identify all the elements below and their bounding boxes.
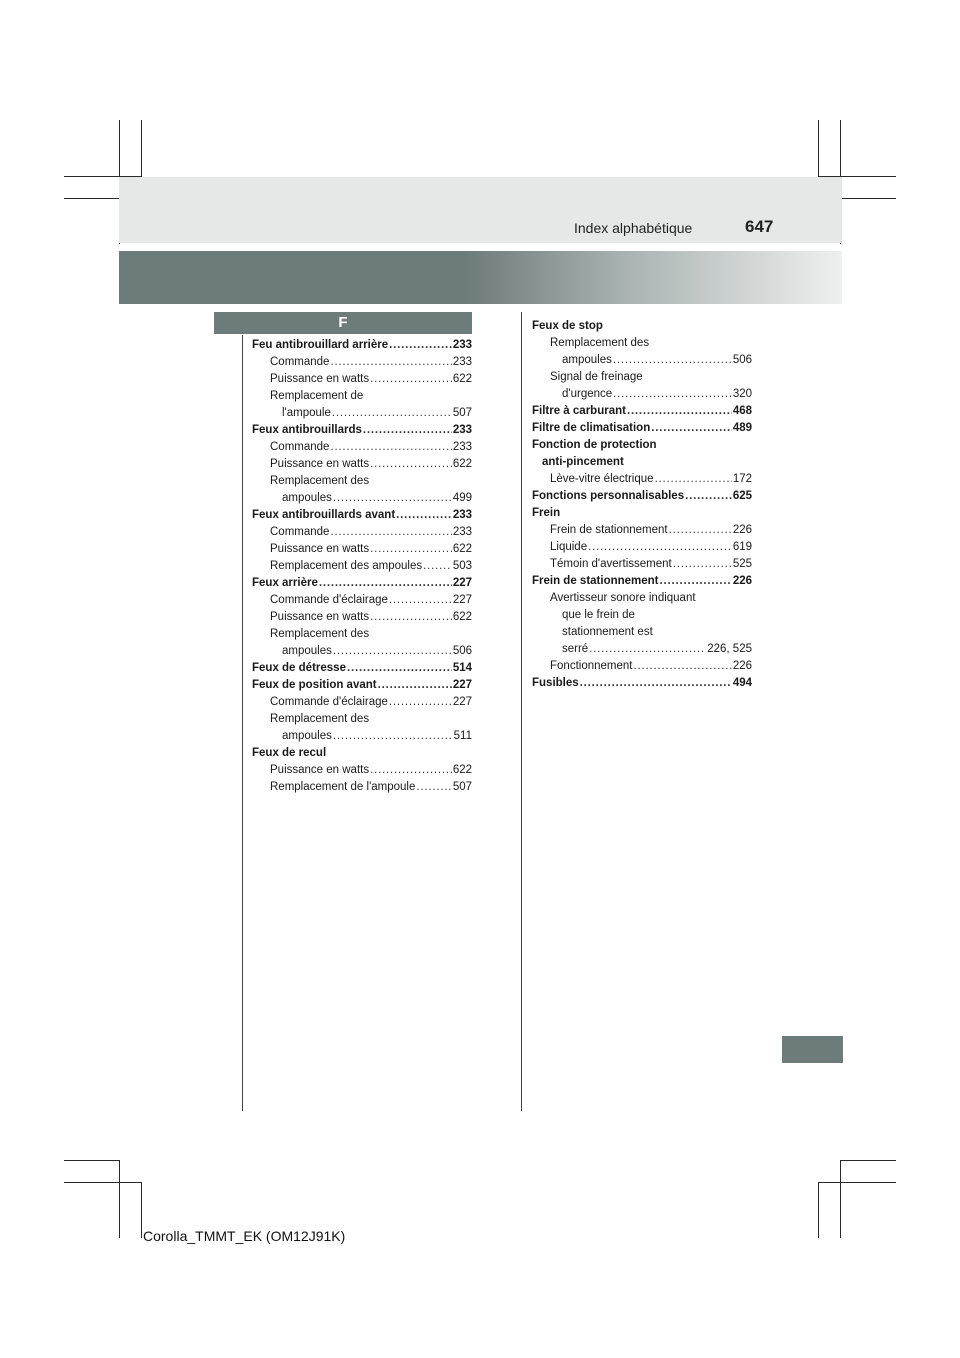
index-entry-term: anti-pincement <box>542 456 624 468</box>
index-entry-page: 507 <box>452 781 472 793</box>
index-entry <box>532 522 752 539</box>
index-entry <box>532 488 752 505</box>
index-entry <box>252 626 472 643</box>
dot-leader <box>370 762 452 779</box>
index-entry <box>532 641 752 658</box>
index-column-left <box>252 337 472 796</box>
index-entry-term: Commande d'éclairage <box>270 696 388 708</box>
index-entry <box>252 558 472 575</box>
dot-leader <box>660 573 732 590</box>
dot-leader <box>389 337 452 354</box>
index-entry-term: Signal de freinage <box>550 371 643 383</box>
index-entry <box>252 524 472 541</box>
index-entry <box>252 592 472 609</box>
crop-mark <box>840 1160 896 1161</box>
index-entry-term: Remplacement de l'ampoule <box>270 781 416 793</box>
index-entry <box>532 675 752 692</box>
dot-leader <box>396 507 452 524</box>
index-entry <box>532 335 752 352</box>
index-entry-term: Puissance en watts <box>270 458 370 470</box>
dot-leader <box>347 660 452 677</box>
index-entry <box>252 660 472 677</box>
crop-mark <box>119 1160 120 1238</box>
dot-leader <box>589 641 706 658</box>
index-entry-term: Fusibles <box>532 677 579 689</box>
index-entry-term: Remplacement de <box>270 390 364 402</box>
index-entry-term: ampoules <box>282 730 332 742</box>
dot-leader <box>651 420 732 437</box>
page-title: Index alphabétique <box>574 220 693 236</box>
index-entry <box>252 422 472 439</box>
index-column-right <box>532 318 752 692</box>
index-entry <box>252 456 472 473</box>
index-entry-term: Remplacement des <box>270 475 370 487</box>
dot-leader <box>633 658 731 675</box>
index-entry-term: Fonctions personnalisables <box>532 490 685 502</box>
index-entry-term: Feux de recul <box>252 747 327 759</box>
dot-leader <box>319 575 452 592</box>
index-entry-term: Remplacement des <box>270 628 370 640</box>
index-entry <box>532 420 752 437</box>
header-gradient-bar <box>119 251 842 304</box>
index-entry-term: Feux de position avant <box>252 679 377 691</box>
index-entry-page: 226 <box>732 660 752 672</box>
index-entry-term: Puissance en watts <box>270 764 370 776</box>
index-entry <box>252 405 472 422</box>
index-entry-term: Remplacement des ampoules <box>270 560 423 572</box>
dot-leader <box>363 422 452 439</box>
index-entry <box>252 745 472 762</box>
index-entry-term: d'urgence <box>562 388 613 400</box>
index-entry <box>532 505 752 522</box>
index-entry <box>532 573 752 590</box>
dot-leader <box>333 490 452 507</box>
index-entry-term: Filtre de climatisation <box>532 422 651 434</box>
index-entry <box>252 541 472 558</box>
index-entry-page: 506 <box>452 645 472 657</box>
index-entry <box>252 490 472 507</box>
index-entry-term: Frein de stationnement <box>550 524 668 536</box>
index-entry-page: 227 <box>452 696 472 708</box>
index-entry <box>252 677 472 694</box>
dot-leader <box>370 609 452 626</box>
index-entry <box>252 711 472 728</box>
index-entry-page: 468 <box>732 405 752 417</box>
column-divider-left <box>242 335 243 1111</box>
dot-leader <box>378 677 452 694</box>
index-entry <box>252 728 472 745</box>
index-entry <box>532 539 752 556</box>
index-entry-term: Liquide <box>550 541 588 553</box>
index-entry <box>252 354 472 371</box>
crop-mark <box>64 198 120 199</box>
index-entry-page: 489 <box>732 422 752 434</box>
dot-leader <box>669 522 732 539</box>
index-entry-page: 233 <box>452 339 472 351</box>
index-entry <box>532 386 752 403</box>
index-entry-term: Feux arrière <box>252 577 318 589</box>
index-entry-term: ampoules <box>562 354 612 366</box>
index-entry <box>532 471 752 488</box>
crop-mark <box>818 1182 819 1238</box>
index-entry-term: Filtre à carburant <box>532 405 626 417</box>
dot-leader <box>332 405 452 422</box>
index-entry <box>252 507 472 524</box>
index-entry-term: ampoules <box>282 645 332 657</box>
index-entry-page: 507 <box>452 407 472 419</box>
index-entry-page: 227 <box>452 679 472 691</box>
index-entry-page: 622 <box>452 764 472 776</box>
dot-leader <box>673 556 732 573</box>
index-entry-page: 226 <box>732 575 752 587</box>
index-entry <box>252 371 472 388</box>
dot-leader <box>330 439 451 456</box>
dot-leader <box>655 471 732 488</box>
index-entry-page: 226 <box>732 524 752 536</box>
dot-leader <box>613 386 732 403</box>
index-entry-term: Lève-vitre électrique <box>550 473 654 485</box>
index-entry-page: 227 <box>452 577 472 589</box>
index-entry <box>252 694 472 711</box>
index-entry <box>252 643 472 660</box>
dot-leader <box>588 539 732 556</box>
index-entry <box>252 439 472 456</box>
index-entry-term: Frein de stationnement <box>532 575 659 587</box>
index-entry-term: l'ampoule <box>282 407 331 419</box>
section-letter-tab: F <box>214 312 472 334</box>
dot-leader <box>370 541 452 558</box>
dot-leader <box>330 524 451 541</box>
index-entry-page: 233 <box>452 356 472 368</box>
index-entry <box>532 369 752 386</box>
dot-leader <box>685 488 732 505</box>
index-entry-term: Remplacement des <box>550 337 650 349</box>
dot-leader <box>613 352 732 369</box>
index-entry-page: 619 <box>732 541 752 553</box>
index-entry-term: Feux antibrouillards <box>252 424 362 436</box>
index-entry <box>252 779 472 796</box>
index-entry-term: Avertisseur sonore indiquant <box>550 592 696 604</box>
index-entry-page: 226, 525 <box>707 643 752 655</box>
index-entry <box>532 624 752 641</box>
dot-leader <box>416 779 451 796</box>
index-entry <box>252 388 472 405</box>
index-entry-term: Puissance en watts <box>270 543 370 555</box>
dot-leader <box>389 592 452 609</box>
index-entry-page: 625 <box>732 490 752 502</box>
index-entry-page: 525 <box>732 558 752 570</box>
index-entry <box>532 607 752 624</box>
index-entry-term: ampoules <box>282 492 332 504</box>
index-entry-term: Frein <box>532 507 561 519</box>
index-entry-page: 514 <box>452 662 472 674</box>
index-entry <box>252 575 472 592</box>
section-thumb-tab <box>782 1036 843 1063</box>
index-entry-page: 227 <box>452 594 472 606</box>
footer-document-id: Corolla_TMMT_EK (OM12J91K) <box>143 1228 346 1244</box>
dot-leader <box>333 728 453 745</box>
dot-leader <box>370 456 452 473</box>
index-entry-page: 622 <box>452 458 472 470</box>
index-entry-page: 172 <box>732 473 752 485</box>
crop-mark <box>64 1160 120 1161</box>
index-entry-term: Fonction de protection <box>532 439 657 451</box>
index-entry <box>532 318 752 335</box>
index-entry-term: Puissance en watts <box>270 373 370 385</box>
dot-leader <box>389 694 452 711</box>
dot-leader <box>333 643 452 660</box>
index-entry-term: Feux de stop <box>532 320 603 332</box>
index-entry-term: Commande <box>270 526 330 538</box>
dot-leader <box>580 675 732 692</box>
index-entry-page: 499 <box>452 492 472 504</box>
index-entry <box>252 337 472 354</box>
index-entry <box>532 352 752 369</box>
index-entry-page: 503 <box>452 560 472 572</box>
crop-mark <box>64 1182 142 1183</box>
index-entry-page: 511 <box>453 730 472 742</box>
index-entry-term: Feux de détresse <box>252 662 346 674</box>
header-band <box>119 177 842 243</box>
index-entry <box>532 590 752 607</box>
index-entry-term: Commande <box>270 441 330 453</box>
index-entry-page: 233 <box>452 424 472 436</box>
index-entry-page: 233 <box>452 441 472 453</box>
index-entry-term: Puissance en watts <box>270 611 370 623</box>
index-entry-term: que le frein de <box>562 609 635 621</box>
index-entry <box>252 609 472 626</box>
index-entry-page: 506 <box>732 354 752 366</box>
dot-leader <box>627 403 732 420</box>
crop-mark <box>818 1182 896 1183</box>
index-entry <box>252 762 472 779</box>
index-entry <box>532 437 752 454</box>
index-entry-page: 622 <box>452 543 472 555</box>
crop-mark <box>840 198 896 199</box>
index-entry-page: 320 <box>732 388 752 400</box>
dot-leader <box>423 558 452 575</box>
crop-mark <box>840 1160 841 1238</box>
index-entry <box>252 473 472 490</box>
index-entry-term: Fonctionnement <box>550 660 633 672</box>
index-entry-term: Feu antibrouillard arrière <box>252 339 389 351</box>
index-entry <box>532 556 752 573</box>
index-entry-term: Feux antibrouillards avant <box>252 509 396 521</box>
index-entry-page: 233 <box>452 509 472 521</box>
index-entry-page: 622 <box>452 611 472 623</box>
dot-leader <box>330 354 451 371</box>
index-entry-term: stationnement est <box>562 626 653 638</box>
index-entry-page: 622 <box>452 373 472 385</box>
index-entry <box>532 403 752 420</box>
dot-leader <box>370 371 452 388</box>
index-entry <box>532 658 752 675</box>
crop-mark <box>141 1182 142 1238</box>
index-entry-page: 494 <box>732 677 752 689</box>
index-entry <box>532 454 752 471</box>
index-entry-page: 233 <box>452 526 472 538</box>
index-entry-term: Témoin d'avertissement <box>550 558 672 570</box>
page-number: 647 <box>745 217 774 236</box>
column-divider-middle <box>521 312 522 1111</box>
index-entry-term: serré <box>562 643 589 655</box>
index-entry-term: Commande d'éclairage <box>270 594 388 606</box>
index-entry-term: Remplacement des <box>270 713 370 725</box>
index-entry-term: Commande <box>270 356 330 368</box>
